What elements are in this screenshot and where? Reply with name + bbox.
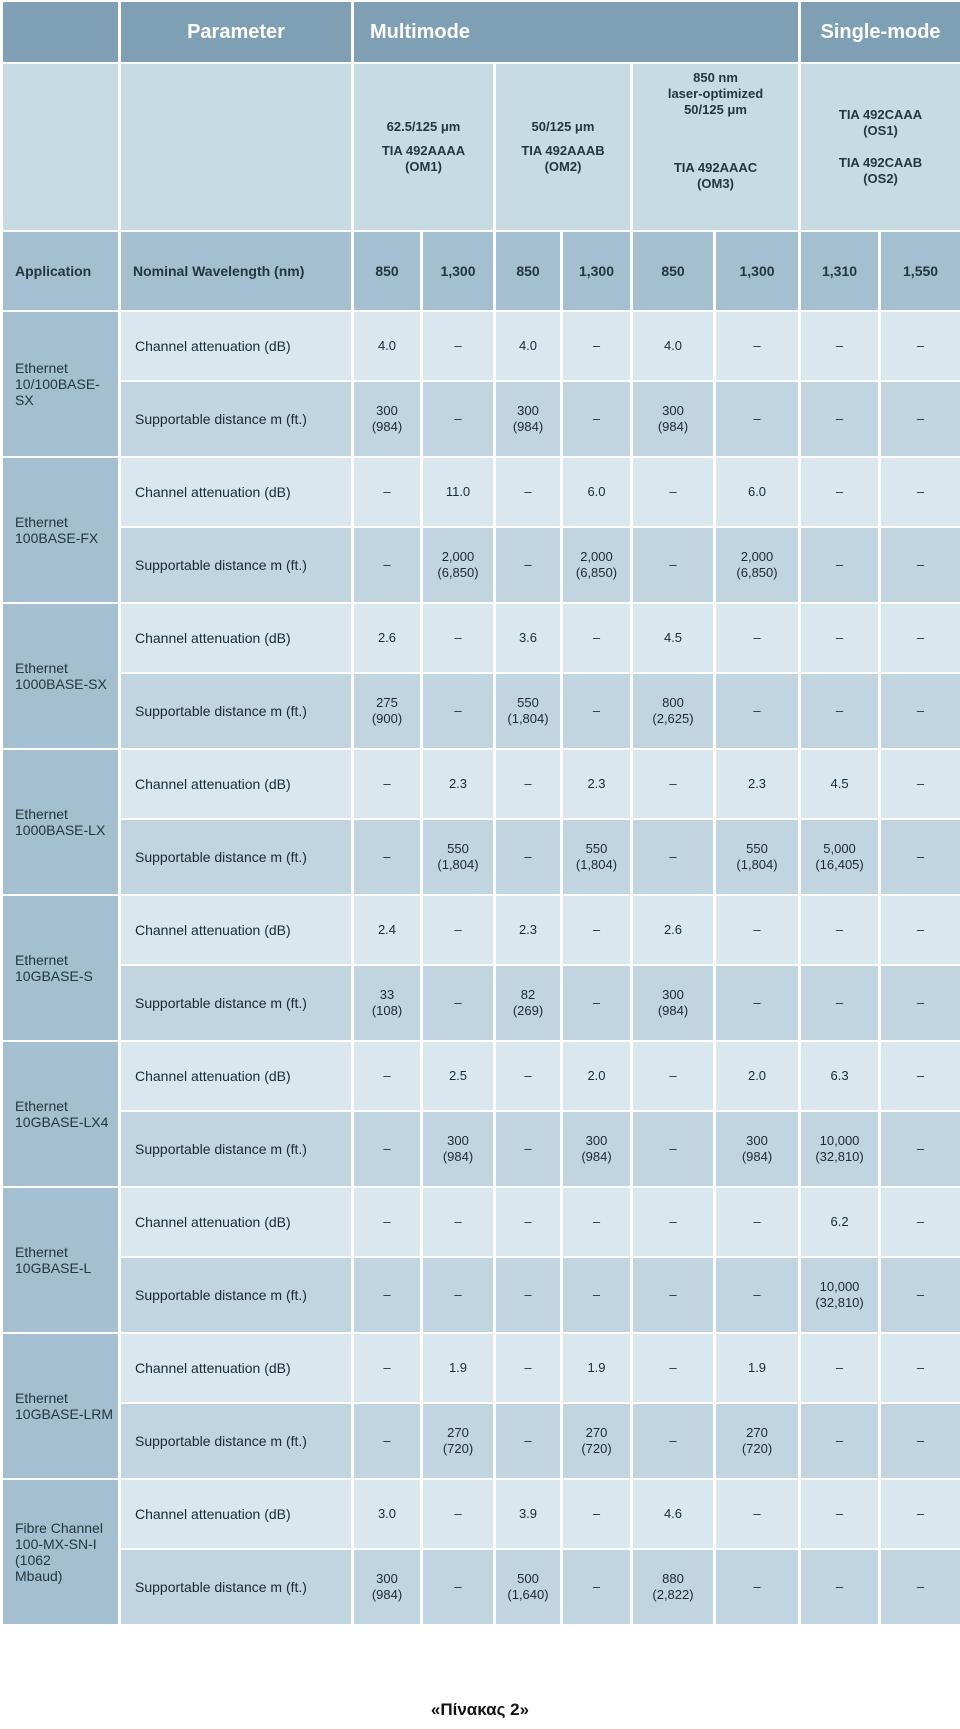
channel-attenuation-label: Channel attenuation (dB) — [121, 604, 351, 672]
application-name: Ethernet 1000BASE-LX — [3, 750, 118, 894]
distance-value: – — [881, 674, 960, 748]
attenuation-value: 6.3 — [801, 1042, 878, 1110]
distance-value: 275 (900) — [354, 674, 420, 748]
attenuation-value: – — [496, 1188, 560, 1256]
distance-value: – — [881, 1112, 960, 1186]
supportable-distance-label: Supportable distance m (ft.) — [121, 966, 351, 1040]
distance-value: – — [354, 1112, 420, 1186]
distance-value: – — [563, 382, 630, 456]
attenuation-value: – — [354, 458, 420, 526]
attenuation-value: – — [716, 1188, 798, 1256]
singlemode-header: Single-mode — [801, 2, 960, 62]
distance-row — [3, 966, 960, 1040]
attenuation-value: – — [354, 750, 420, 818]
channel-attenuation-label: Channel attenuation (dB) — [121, 1188, 351, 1256]
distance-value: 800 (2,625) — [633, 674, 713, 748]
attenuation-value: 4.0 — [496, 312, 560, 380]
attenuation-value: 2.6 — [633, 896, 713, 964]
distance-value: – — [423, 1550, 493, 1624]
attenuation-value: – — [881, 458, 960, 526]
attenuation-value: – — [354, 1188, 420, 1256]
attenuation-value: – — [881, 1042, 960, 1110]
supportable-distance-label: Supportable distance m (ft.) — [121, 820, 351, 894]
attenuation-value: – — [801, 896, 878, 964]
fiber-standard-label: TIA 492AAAC (OM3) — [673, 160, 758, 191]
attenuation-value: 2.5 — [423, 1042, 493, 1110]
attenuation-value: – — [881, 750, 960, 818]
attenuation-value: – — [423, 896, 493, 964]
attenuation-value: 4.0 — [354, 312, 420, 380]
wavelength-cell: 850 — [633, 232, 713, 310]
distance-value: – — [881, 1258, 960, 1332]
attenuation-value: 2.3 — [716, 750, 798, 818]
fiber-type-label: 62.5/125 μm — [386, 119, 461, 134]
distance-value: 270 (720) — [716, 1404, 798, 1478]
application-name: Ethernet 100BASE-FX — [3, 458, 118, 602]
supportable-distance-label: Supportable distance m (ft.) — [121, 1112, 351, 1186]
attenuation-value: – — [633, 1334, 713, 1402]
channel-attenuation-label: Channel attenuation (dB) — [121, 1334, 351, 1402]
attenuation-value: – — [716, 1480, 798, 1548]
attenuation-value: 3.9 — [496, 1480, 560, 1548]
distance-value: – — [423, 382, 493, 456]
channel-attenuation-label: Channel attenuation (dB) — [121, 312, 351, 380]
distance-value: 82 (269) — [496, 966, 560, 1040]
parameter-header: Parameter — [121, 2, 351, 62]
attenuation-value: – — [354, 1334, 420, 1402]
distance-row — [3, 674, 960, 748]
distance-value: – — [563, 1550, 630, 1624]
attenuation-value: – — [801, 1480, 878, 1548]
distance-row — [3, 1112, 960, 1186]
distance-row — [3, 1404, 960, 1478]
application-name: Ethernet 1000BASE-SX — [3, 604, 118, 748]
blank-subheader-cell — [121, 64, 351, 230]
fiber-om2-header — [496, 64, 630, 230]
attenuation-row — [3, 312, 960, 380]
distance-value: – — [716, 1550, 798, 1624]
distance-value: 10,000 (32,810) — [801, 1258, 878, 1332]
distance-value: – — [354, 820, 420, 894]
attenuation-value: 2.3 — [563, 750, 630, 818]
attenuation-value: – — [633, 458, 713, 526]
nominal-wavelength-header: Nominal Wavelength (nm) — [121, 232, 351, 310]
attenuation-value: – — [423, 1480, 493, 1548]
application-name: Ethernet 10GBASE-L — [3, 1188, 118, 1332]
channel-attenuation-label: Channel attenuation (dB) — [121, 1042, 351, 1110]
attenuation-value: 3.0 — [354, 1480, 420, 1548]
distance-value: – — [881, 1550, 960, 1624]
distance-value: 300 (984) — [496, 382, 560, 456]
distance-value: – — [423, 966, 493, 1040]
distance-value: – — [881, 820, 960, 894]
attenuation-value: – — [716, 312, 798, 380]
attenuation-value: 2.0 — [716, 1042, 798, 1110]
application-name: Ethernet 10GBASE-LRM — [3, 1334, 118, 1478]
attenuation-value: – — [563, 896, 630, 964]
attenuation-row — [3, 750, 960, 818]
distance-value: 300 (984) — [354, 382, 420, 456]
distance-value: – — [716, 382, 798, 456]
attenuation-value: – — [633, 1188, 713, 1256]
distance-value: – — [496, 1258, 560, 1332]
distance-value: 550 (1,804) — [563, 820, 630, 894]
attenuation-row — [3, 1188, 960, 1256]
attenuation-value: – — [423, 312, 493, 380]
attenuation-value: 4.5 — [633, 604, 713, 672]
supportable-distance-label: Supportable distance m (ft.) — [121, 1258, 351, 1332]
attenuation-value: 6.2 — [801, 1188, 878, 1256]
corner-header-cell — [3, 2, 118, 62]
attenuation-value: – — [801, 1334, 878, 1402]
attenuation-value: 3.6 — [496, 604, 560, 672]
distance-value: 550 (1,804) — [496, 674, 560, 748]
distance-value: – — [563, 966, 630, 1040]
distance-value: 300 (984) — [563, 1112, 630, 1186]
supportable-distance-label: Supportable distance m (ft.) — [121, 1404, 351, 1478]
attenuation-value: – — [496, 750, 560, 818]
distance-value: – — [354, 1258, 420, 1332]
fiber-os-header — [801, 64, 960, 230]
table-caption: «Πίνακας 2» — [430, 1700, 530, 1719]
attenuation-value: – — [633, 750, 713, 818]
distance-value: 2,000 (6,850) — [423, 528, 493, 602]
distance-row — [3, 820, 960, 894]
attenuation-value: – — [801, 312, 878, 380]
distance-value: 550 (1,804) — [423, 820, 493, 894]
distance-value: – — [801, 966, 878, 1040]
attenuation-row — [3, 1042, 960, 1110]
distance-row — [3, 528, 960, 602]
wavelength-cell: 1,300 — [563, 232, 630, 310]
attenuation-row — [3, 1480, 960, 1548]
distance-value: 2,000 (6,850) — [716, 528, 798, 602]
attenuation-value: – — [881, 312, 960, 380]
attenuation-value: 2.6 — [354, 604, 420, 672]
distance-value: 2,000 (6,850) — [563, 528, 630, 602]
distance-value: 10,000 (32,810) — [801, 1112, 878, 1186]
attenuation-value: 2.4 — [354, 896, 420, 964]
distance-row — [3, 1550, 960, 1624]
wavelength-cell: 1,550 — [881, 232, 960, 310]
wavelength-cell: 1,300 — [423, 232, 493, 310]
attenuation-value: 1.9 — [423, 1334, 493, 1402]
attenuation-value: 6.0 — [716, 458, 798, 526]
attenuation-value: – — [716, 896, 798, 964]
attenuation-value: – — [881, 1334, 960, 1402]
supportable-distance-label: Supportable distance m (ft.) — [121, 528, 351, 602]
distance-value: 5,000 (16,405) — [801, 820, 878, 894]
distance-value: – — [633, 1112, 713, 1186]
fiber-om3-header — [633, 64, 798, 230]
distance-value: – — [881, 1404, 960, 1478]
attenuation-value: – — [563, 1188, 630, 1256]
distance-value: – — [633, 1258, 713, 1332]
attenuation-row — [3, 604, 960, 672]
attenuation-value: – — [563, 312, 630, 380]
attenuation-value: – — [496, 1042, 560, 1110]
application-name: Fibre Channel 100-MX-SN-I (1062 Mbaud) — [3, 1480, 118, 1624]
distance-value: – — [354, 1404, 420, 1478]
distance-value: – — [716, 674, 798, 748]
distance-value: – — [423, 1258, 493, 1332]
fiber-type-label: 850 nm laser-optimized 50/125 μm — [667, 70, 764, 117]
fiber-type-label: 50/125 μm — [531, 119, 595, 134]
distance-value: – — [423, 674, 493, 748]
distance-value: – — [563, 1258, 630, 1332]
channel-attenuation-label: Channel attenuation (dB) — [121, 1480, 351, 1548]
attenuation-row — [3, 458, 960, 526]
distance-value: – — [801, 674, 878, 748]
attenuation-value: 1.9 — [716, 1334, 798, 1402]
wavelength-cell: 1,300 — [716, 232, 798, 310]
distance-value: – — [354, 528, 420, 602]
distance-value: – — [496, 1404, 560, 1478]
channel-attenuation-label: Channel attenuation (dB) — [121, 896, 351, 964]
distance-value: – — [633, 1404, 713, 1478]
distance-value: – — [563, 674, 630, 748]
attenuation-value: – — [423, 604, 493, 672]
application-name: Ethernet 10GBASE-LX4 — [3, 1042, 118, 1186]
distance-value: – — [881, 528, 960, 602]
attenuation-value: 4.5 — [801, 750, 878, 818]
distance-value: – — [716, 1258, 798, 1332]
attenuation-value: – — [881, 896, 960, 964]
distance-value: 300 (984) — [354, 1550, 420, 1624]
attenuation-row — [3, 896, 960, 964]
channel-attenuation-label: Channel attenuation (dB) — [121, 750, 351, 818]
attenuation-value: 4.0 — [633, 312, 713, 380]
distance-value: – — [801, 1550, 878, 1624]
distance-value: – — [496, 528, 560, 602]
wavelength-cell: 1,310 — [801, 232, 878, 310]
attenuation-value: – — [563, 604, 630, 672]
attenuation-value: 4.6 — [633, 1480, 713, 1548]
blank-subheader-cell — [3, 64, 118, 230]
distance-row — [3, 1258, 960, 1332]
attenuation-value: – — [801, 604, 878, 672]
attenuation-row — [3, 1334, 960, 1402]
attenuation-value: – — [496, 458, 560, 526]
distance-value: – — [633, 528, 713, 602]
distance-value: 300 (984) — [633, 966, 713, 1040]
distance-value: 270 (720) — [423, 1404, 493, 1478]
distance-value: 300 (984) — [633, 382, 713, 456]
attenuation-value: 6.0 — [563, 458, 630, 526]
application-column-header: Application — [3, 232, 118, 310]
wavelength-cell: 850 — [354, 232, 420, 310]
fiber-om1-header — [354, 64, 493, 230]
distance-value: – — [716, 966, 798, 1040]
attenuation-value: – — [881, 1188, 960, 1256]
attenuation-value: – — [801, 458, 878, 526]
attenuation-value: – — [633, 1042, 713, 1110]
distance-value: – — [496, 820, 560, 894]
attenuation-value: – — [423, 1188, 493, 1256]
distance-value: – — [633, 820, 713, 894]
distance-value: 33 (108) — [354, 966, 420, 1040]
attenuation-value: – — [881, 1480, 960, 1548]
distance-value: – — [801, 528, 878, 602]
supportable-distance-label: Supportable distance m (ft.) — [121, 1550, 351, 1624]
application-name: Ethernet 10/100BASE- SX — [3, 312, 118, 456]
distance-value: – — [801, 382, 878, 456]
distance-value: – — [496, 1112, 560, 1186]
distance-value: 550 (1,804) — [716, 820, 798, 894]
attenuation-value: 2.3 — [423, 750, 493, 818]
attenuation-value: 2.0 — [563, 1042, 630, 1110]
attenuation-value: 2.3 — [496, 896, 560, 964]
distance-value: – — [801, 1404, 878, 1478]
attenuation-value: – — [716, 604, 798, 672]
distance-value: 880 (2,822) — [633, 1550, 713, 1624]
distance-row — [3, 382, 960, 456]
fiber-standard-label: TIA 492CAAA (OS1) TIA 492CAAB (OS2) — [838, 107, 923, 186]
attenuation-value: 1.9 — [563, 1334, 630, 1402]
application-name: Ethernet 10GBASE-S — [3, 896, 118, 1040]
supportable-distance-label: Supportable distance m (ft.) — [121, 382, 351, 456]
channel-attenuation-label: Channel attenuation (dB) — [121, 458, 351, 526]
distance-value: 500 (1,640) — [496, 1550, 560, 1624]
distance-value: 300 (984) — [423, 1112, 493, 1186]
attenuation-value: – — [563, 1480, 630, 1548]
fiber-standard-label: TIA 492AAAB (OM2) — [521, 143, 605, 174]
distance-value: – — [881, 382, 960, 456]
attenuation-value: – — [881, 604, 960, 672]
fiber-standard-label: TIA 492AAAA (OM1) — [381, 143, 466, 174]
wavelength-cell: 850 — [496, 232, 560, 310]
multimode-header: Multimode — [354, 2, 798, 62]
distance-value: 270 (720) — [563, 1404, 630, 1478]
attenuation-value: – — [354, 1042, 420, 1110]
distance-value: – — [881, 966, 960, 1040]
attenuation-value: – — [496, 1334, 560, 1402]
distance-value: 300 (984) — [716, 1112, 798, 1186]
attenuation-value: 11.0 — [423, 458, 493, 526]
supportable-distance-label: Supportable distance m (ft.) — [121, 674, 351, 748]
